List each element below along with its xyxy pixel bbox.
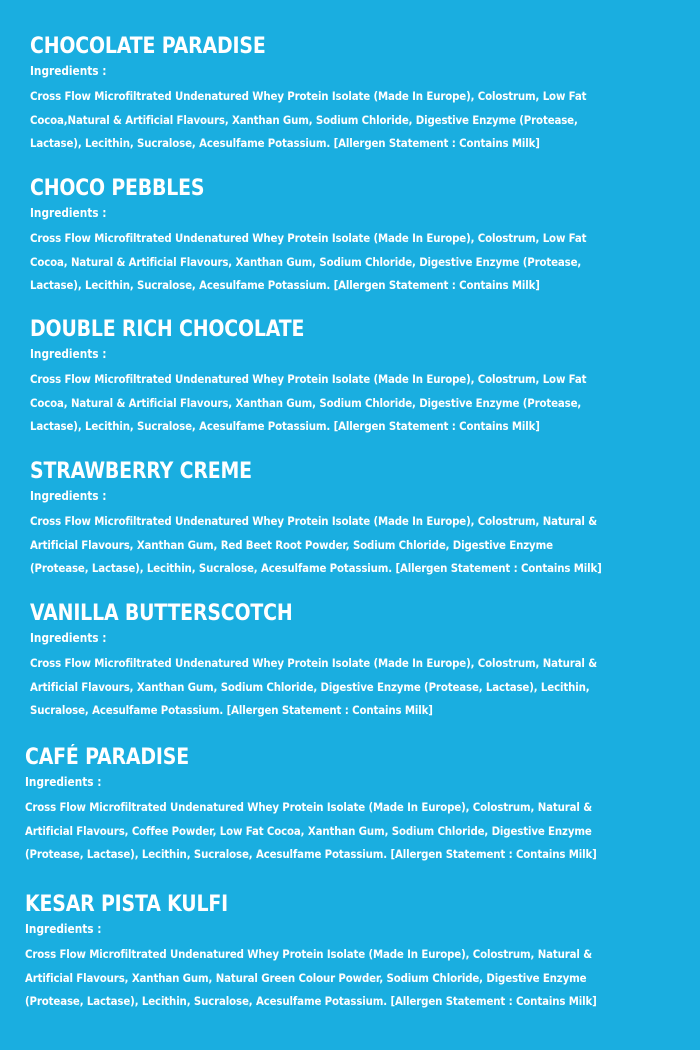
flavour-title: CHOCO PEBBLES xyxy=(30,176,205,201)
flavour-title: CHOCOLATE PARADISE xyxy=(30,34,266,59)
ingredients-label: Ingredients : xyxy=(30,631,107,645)
ingredients-text: Cross Flow Microfiltrated Undenatured Whey Protein Isolate (Made In Europe), Colostrum, Low Fat Cocoa,Natural & Artificial Flavours, Xanthan Gum, Sodium Chloride, Digestive Enzyme (Protease, Lactase), Lecithin, Sucralose, Acesulfame Potassium. [Allergen Statement : Contains Milk] xyxy=(30,89,587,151)
flavour-title: STRAWBERRY CREME xyxy=(30,459,252,484)
flavour-title: CAFÉ PARADISE xyxy=(25,745,190,770)
ingredients-label: Ingredients : xyxy=(25,775,102,789)
ingredients-text: Cross Flow Microfiltrated Undenatured Whey Protein Isolate (Made In Europe), Colostrum, Natural & Artificial Flavours, Xanthan Gum, Natural Green Colour Powder, Sodium Chloride, Digestive Enzyme (Protease, Lactase), Lecithin, Sucralose, Acesulfame Potassium. [Allergen Statement : Contains Milk] xyxy=(25,947,597,1009)
ingredients-label: Ingredients : xyxy=(30,489,107,503)
ingredients-label: Ingredients : xyxy=(25,922,102,936)
ingredients-label: Ingredients : xyxy=(30,206,107,220)
ingredients-label: Ingredients : xyxy=(30,347,107,361)
ingredients-text: Cross Flow Microfiltrated Undenatured Whey Protein Isolate (Made In Europe), Colostrum, Natural & Artificial Flavours, Coffee Powder, Low Fat Cocoa, Xanthan Gum, Sodium Chloride, Digestive Enzyme (Protease, Lactase), Lecithin, Sucralose, Acesulfame Potassium. [Allergen Statement : Contains Milk] xyxy=(25,800,597,862)
flavour-title: DOUBLE RICH CHOCOLATE xyxy=(30,317,305,342)
flavour-title: VANILLA BUTTERSCOTCH xyxy=(30,601,293,626)
ingredients-text: Cross Flow Microfiltrated Undenatured Whey Protein Isolate (Made In Europe), Colostrum, Natural & Artificial Flavours, Xanthan Gum, Red Beet Root Powder, Sodium Chloride, Digestive Enzyme (Protease, Lactase), Lecithin, Sucralose, Acesulfame Potassium. [Allergen Statement : Contains Milk] xyxy=(30,514,602,576)
ingredients-label: Ingredients : xyxy=(30,64,107,78)
ingredients-text: Cross Flow Microfiltrated Undenatured Whey Protein Isolate (Made In Europe), Colostrum, Natural & Artificial Flavours, Xanthan Gum, Sodium Chloride, Digestive Enzyme (Protease, Lactase), Lecithin, Sucralose, Acesulfame Potassium. [Allergen Statement : Contains Milk] xyxy=(30,656,597,718)
ingredients-text: Cross Flow Microfiltrated Undenatured Whey Protein Isolate (Made In Europe), Colostrum, Low Fat Cocoa, Natural & Artificial Flavours, Xanthan Gum, Sodium Chloride, Digestive Enzyme (Protease, Lactase), Lecithin, Sucralose, Acesulfame Potassium. [Allergen Statement : Contains Milk] xyxy=(30,372,587,434)
ingredients-text: Cross Flow Microfiltrated Undenatured Whey Protein Isolate (Made In Europe), Colostrum, Low Fat Cocoa, Natural & Artificial Flavours, Xanthan Gum, Sodium Chloride, Digestive Enzyme (Protease, Lactase), Lecithin, Sucralose, Acesulfame Potassium. [Allergen Statement : Contains Milk] xyxy=(30,231,587,293)
flavour-title: KESAR PISTA KULFI xyxy=(25,892,229,917)
